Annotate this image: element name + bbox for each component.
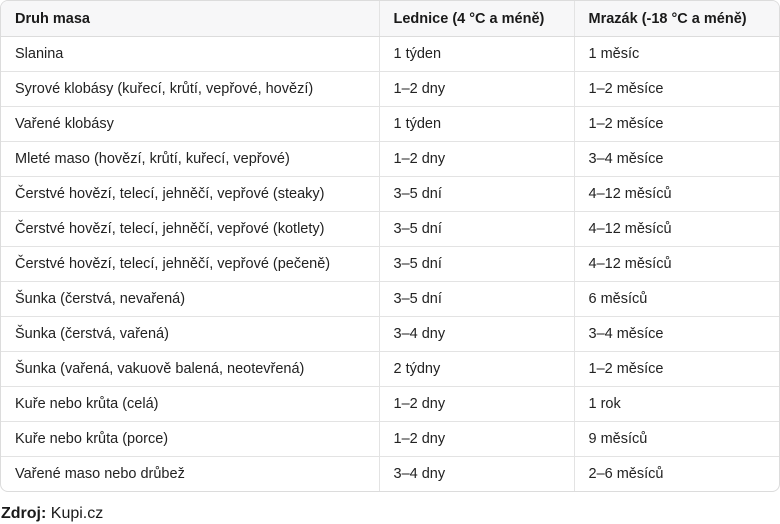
table-row [1, 37, 779, 72]
cell-fridge: 3–5 dní [379, 177, 574, 212]
cell-meat-type: Šunka (čerstvá, vařená) [1, 317, 379, 352]
cell-freezer: 9 měsíců [574, 422, 779, 457]
cell-fridge: 1 týden [379, 37, 574, 72]
cell-meat-type: Čerstvé hovězí, telecí, jehněčí, vepřové (pečeně) [1, 247, 379, 282]
source-label: Zdroj: [1, 505, 47, 522]
cell-freezer: 1–2 měsíce [574, 352, 779, 387]
header-fridge: Lednice (4 °C a méně) [379, 1, 574, 37]
cell-freezer: 4–12 měsíců [574, 177, 779, 212]
cell-freezer: 3–4 měsíce [574, 317, 779, 352]
cell-freezer: 1 měsíc [574, 37, 779, 72]
cell-meat-type: Čerstvé hovězí, telecí, jehněčí, vepřové (kotlety) [1, 212, 379, 247]
cell-fridge: 3–4 dny [379, 457, 574, 492]
cell-meat-type: Kuře nebo krůta (celá) [1, 387, 379, 422]
cell-meat-type: Kuře nebo krůta (porce) [1, 422, 379, 457]
table-row [1, 457, 779, 492]
source-value: Kupi.cz [50, 505, 104, 522]
cell-meat-type: Slanina [1, 37, 379, 72]
table-row [1, 422, 779, 457]
cell-freezer: 6 měsíců [574, 282, 779, 317]
cell-fridge: 1–2 dny [379, 72, 574, 107]
cell-freezer: 4–12 měsíců [574, 212, 779, 247]
table-row [1, 387, 779, 422]
cell-freezer: 1 rok [574, 387, 779, 422]
cell-fridge: 1–2 dny [379, 142, 574, 177]
cell-fridge: 3–5 dní [379, 212, 574, 247]
cell-meat-type: Vařené maso nebo drůbež [15, 466, 185, 482]
cell-meat-type: Mleté maso (hovězí, krůtí, kuřecí, vepřové) [1, 142, 379, 177]
cell-meat-type: Čerstvé hovězí, telecí, jehněčí, vepřové (steaky) [1, 177, 379, 212]
cell-meat-type: Vařené klobásy [1, 107, 379, 142]
cell-fridge: 3–4 dny [379, 317, 574, 352]
table-row [1, 177, 779, 212]
table-row [1, 107, 779, 142]
cell-meat-type: Šunka (vařená, vakuově balená, neotevřená) [1, 352, 379, 387]
table-row [1, 212, 779, 247]
table-row [1, 247, 779, 282]
table-row [1, 142, 779, 177]
table-header-row [1, 1, 779, 37]
cell-fridge: 3–5 dní [379, 282, 574, 317]
cell-fridge: 1–2 dny [379, 422, 574, 457]
cell-fridge: 2 týdny [379, 352, 574, 387]
cell-freezer: 1–2 měsíce [574, 72, 779, 107]
cell-fridge: 1–2 dny [379, 387, 574, 422]
cell-freezer: 1–2 měsíce [574, 107, 779, 142]
cell-freezer: 2–6 měsíců [574, 457, 779, 492]
header-freezer: Mrazák (-18 °C a méně) [574, 1, 779, 37]
table-row [1, 352, 779, 387]
cell-fridge: 1 týden [379, 107, 574, 142]
header-meat-type: Druh masa [1, 1, 379, 37]
meat-storage-table [1, 1, 779, 491]
cell-freezer: 4–12 měsíců [574, 247, 779, 282]
table-row [1, 282, 779, 317]
cell-meat-type: Šunka (čerstvá, nevařená) [1, 282, 379, 317]
cell-fridge: 3–5 dní [379, 247, 574, 282]
cell-freezer: 3–4 měsíce [574, 142, 779, 177]
table-row [1, 317, 779, 352]
source-line [1, 504, 103, 524]
table-row [1, 72, 779, 107]
cell-meat-type: Syrové klobásy (kuřecí, krůtí, vepřové, hovězí) [1, 72, 379, 107]
